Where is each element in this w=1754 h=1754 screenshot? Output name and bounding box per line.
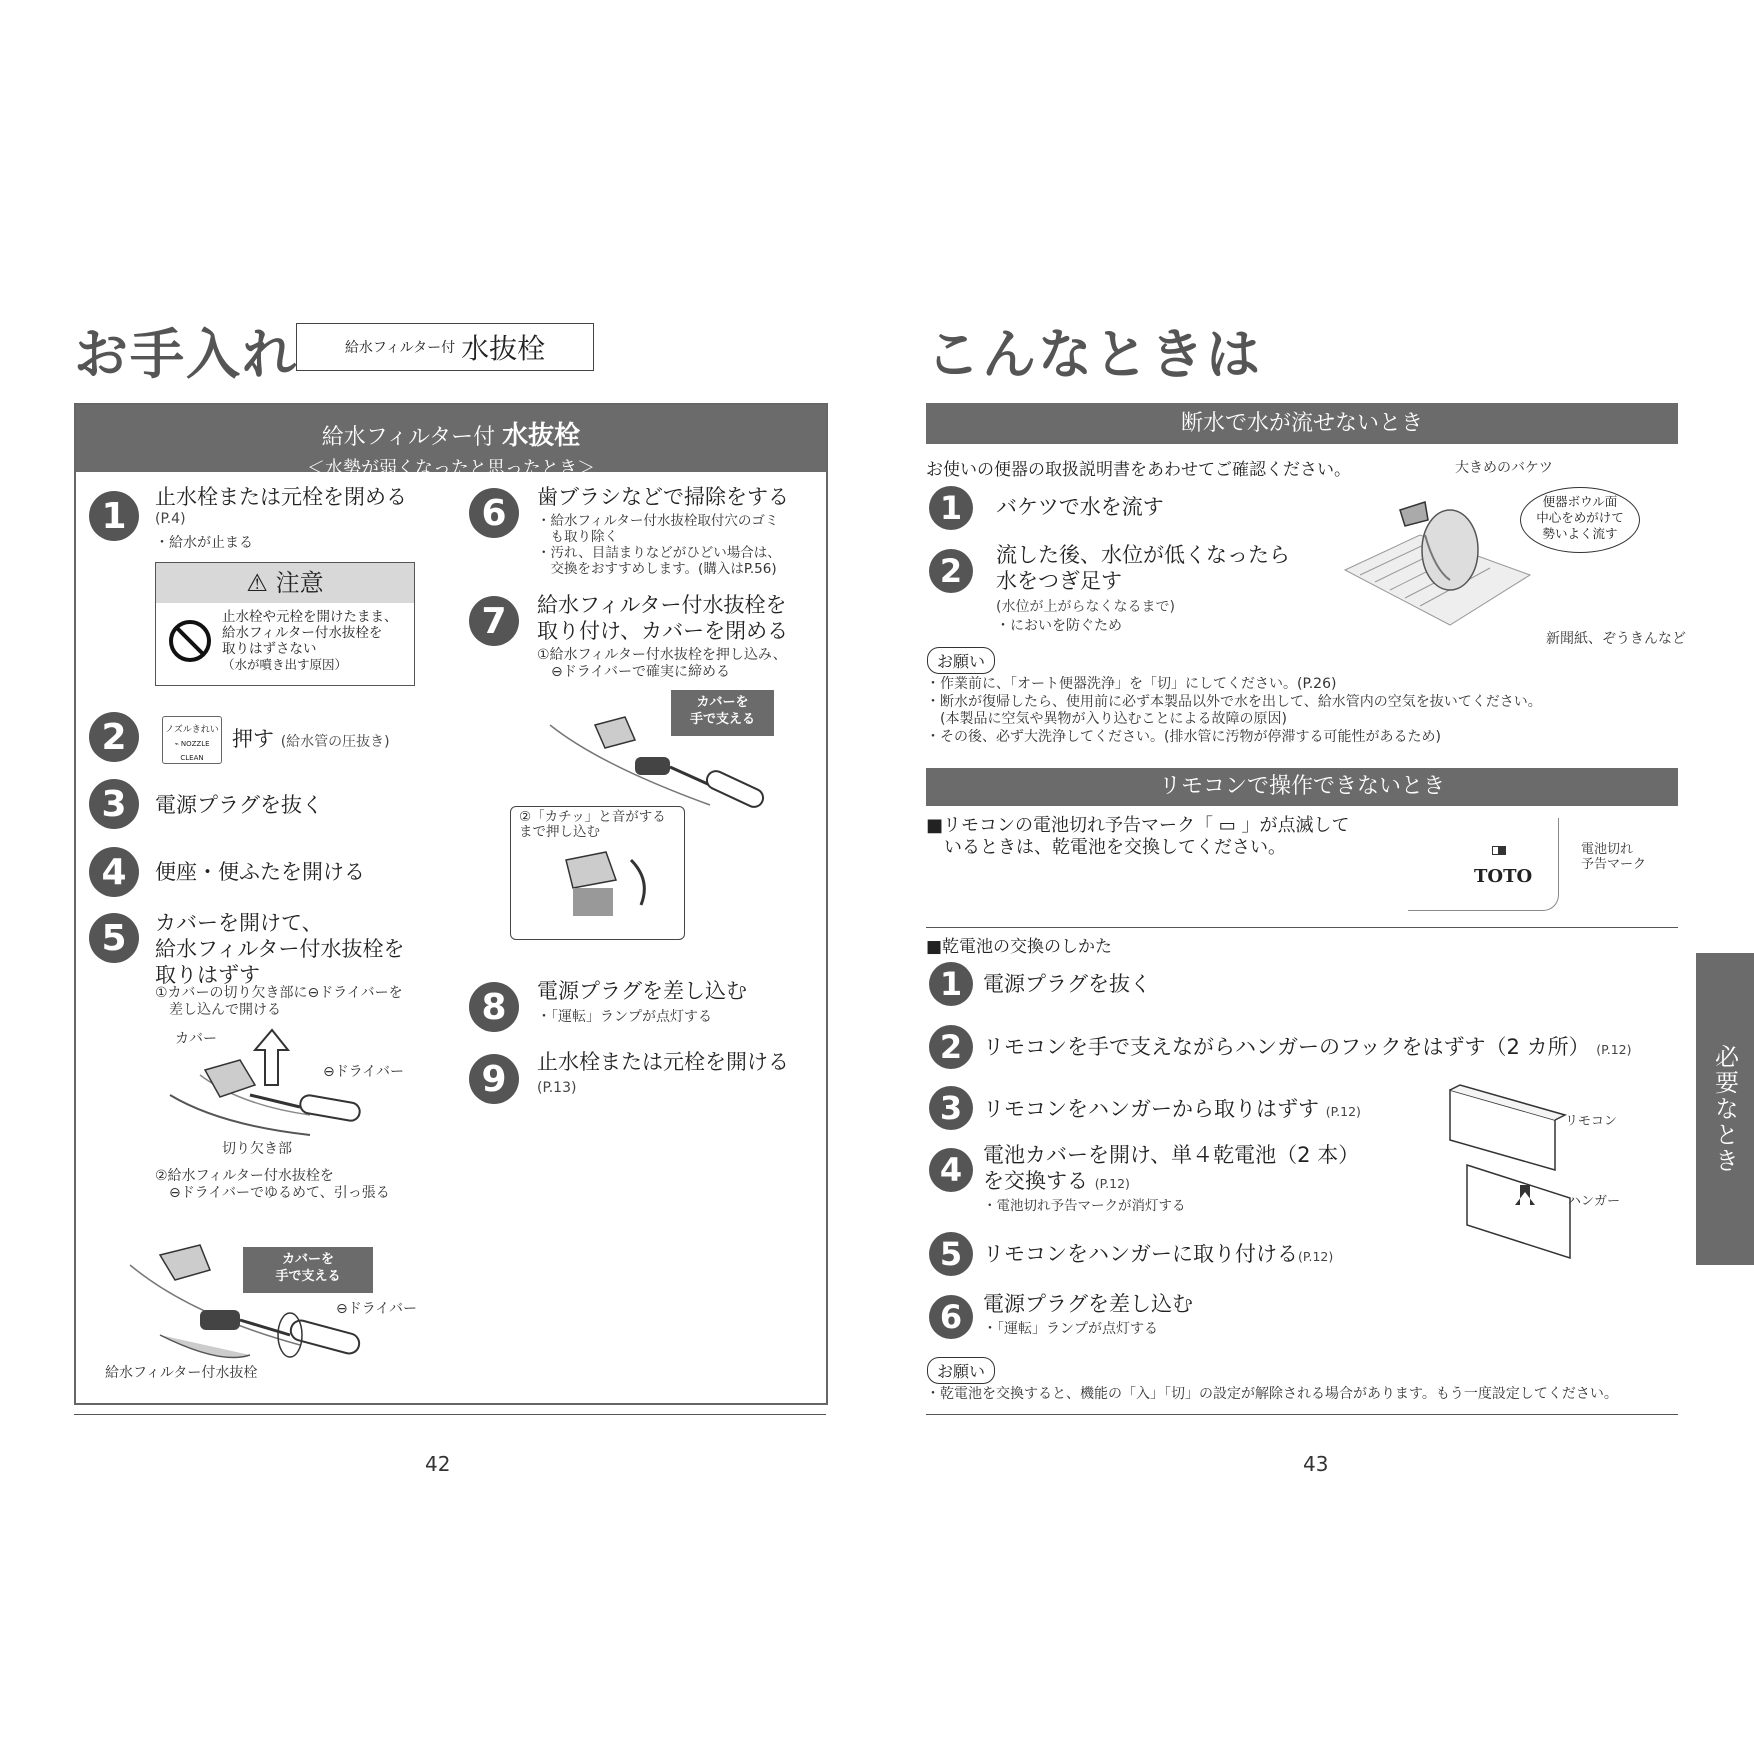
battery-step-6-number: 6 (929, 1295, 973, 1339)
battery-mark-icon (1492, 846, 1506, 855)
nozzle-button-top-text: ノズルきれい (165, 725, 219, 735)
right-page-number: 43 (1303, 1452, 1329, 1476)
request-line-2: ・断水が復帰したら、使用前に必ず本製品以外で水を出して、給水管内の空気を抜いてください。 (926, 693, 1542, 710)
click-line-2: まで押し込む (519, 824, 600, 840)
battery-step-2-title (983, 1034, 1632, 1063)
section-1-step-2-ref: (水位が上がらなくなるまで) (996, 599, 1175, 615)
caution-line-2: 給水フィルター付水抜栓を (222, 625, 383, 641)
section-2-message (926, 815, 1349, 859)
step-6-number: 6 (469, 488, 519, 538)
battery-step-4-note: ・電池切れ予告マークが消灯する (983, 1198, 1186, 1214)
step-6-note-3: ・汚れ、目詰まりなどがひどい場合は、 (537, 545, 781, 561)
caution-line-1: 止水栓や元栓を開けたまま、 (222, 609, 398, 625)
section-1-request-notes (926, 676, 1542, 746)
step-9-number: 9 (469, 1054, 519, 1104)
battery-step-5-number: 5 (929, 1232, 973, 1276)
click-detail-illustration (511, 840, 681, 930)
step-2-title (232, 726, 390, 755)
step-3-title: 電源プラグを抜く (155, 793, 323, 817)
nozzle-button-bottom-text: ⌁ NOZZLE CLEAN (174, 740, 210, 762)
section-1-step-1-title: バケツで水を流す (996, 495, 1164, 519)
callout-support-cover-1 (671, 690, 774, 736)
step-5-sub2 (155, 1168, 390, 1202)
click-line-1: ②「カチッ」と音がする (519, 809, 666, 825)
step-9-ref: (P.13) (537, 1080, 577, 1096)
step-5-sub2-line-2: ⊖ドライバーでゆるめて、引っ張る (155, 1185, 390, 1201)
battery-step-2-number: 2 (929, 1025, 973, 1069)
label-notch: 切り欠き部 (222, 1141, 292, 1157)
nozzle-clean-button (162, 716, 222, 764)
step-7-title-line-2: 取り付け、カバーを閉める (537, 619, 789, 643)
instruction-bubble (1520, 487, 1640, 553)
bubble-line-2: 中心をめがけて (1536, 510, 1624, 525)
step-4-number: 4 (89, 847, 139, 897)
callout-support-cover-2 (243, 1247, 373, 1293)
callout-1-line-1: カバーを (696, 695, 749, 710)
remote-corner-illustration (1408, 818, 1559, 911)
step-1-title: 止水栓または元栓を閉める (155, 485, 407, 509)
step-4-title: 便座・便ふたを開ける (155, 860, 365, 884)
caution-line-3: 取りはずさない (222, 641, 317, 657)
battery-step-3-number: 3 (929, 1086, 973, 1130)
title-box-large-text: 水抜栓 (461, 332, 546, 365)
label-bucket: 大きめのバケツ (1455, 460, 1553, 476)
step-1-ref: (P.4) (155, 511, 186, 527)
step-8-number: 8 (469, 982, 519, 1032)
step-8-note: ・「運転」ランプが点灯する (537, 1009, 712, 1025)
battery-step-5-ref: (P.12) (1298, 1249, 1334, 1264)
battery-step-1-number: 1 (929, 962, 973, 1006)
caution-line-4: （水が噴き出す原因） (222, 657, 348, 672)
bubble-line-1: 便器ボウル面 (1542, 494, 1618, 509)
section-1-step-2-circle: 2 (929, 549, 973, 593)
left-bottom-rule (74, 1414, 826, 1415)
step-5-number: 5 (89, 913, 139, 963)
step-7-title (537, 592, 788, 644)
section-2-msg-line-1: ■リモコンの電池切れ予告マーク「 ▭ 」が点滅して (926, 815, 1350, 836)
battery-step-2-title-text: リモコンを手で支えながらハンガーのフックをはずす（2 カ所） (983, 1035, 1590, 1059)
prohibited-icon (166, 617, 214, 665)
callout-2-line-1: カバーを (281, 1252, 334, 1267)
step-2-number: 2 (89, 712, 139, 762)
title-box-small-text: 給水フィルター付 (344, 340, 456, 356)
left-title-box (296, 323, 594, 371)
step-8-title: 電源プラグを差し込む (537, 979, 747, 1003)
step-6-notes (537, 513, 781, 577)
section-1-step-2-line-2: 水をつぎ足す (996, 569, 1122, 593)
battery-step-1-title: 電源プラグを抜く (983, 972, 1151, 996)
band-large-text: 水抜栓 (502, 421, 581, 451)
label-driver-2: ⊖ドライバー (336, 1301, 418, 1317)
side-index-tab: 必要なとき (1696, 953, 1754, 1265)
battery-change-heading: ■乾電池の交換のしかた (926, 937, 1113, 957)
brand-logo: TOTO (1474, 866, 1533, 887)
battery-step-4-number: 4 (929, 1148, 973, 1192)
click-detail-box (510, 806, 685, 940)
remote-hanger-illustration (1445, 1080, 1575, 1265)
battery-step-6-title: 電源プラグを差し込む (983, 1292, 1193, 1316)
band-subtitle: ＜水勢が弱くなったと思ったとき＞ (307, 458, 595, 479)
step-5-sub1 (155, 985, 403, 1019)
step-9-title: 止水栓または元栓を開ける (537, 1050, 789, 1074)
step-6-title: 歯ブラシなどで掃除をする (537, 485, 789, 509)
battery-step-3-title-text: リモコンをハンガーから取りはずす (983, 1097, 1319, 1121)
callout-2-line-2: 手で支える (275, 1269, 341, 1284)
label-mark-line-1: 電池切れ (1581, 842, 1634, 857)
left-page-number: 42 (425, 1452, 451, 1476)
step-7-note-2: ⊖ドライバーで確実に締める (537, 664, 731, 680)
label-mark-line-2: 予告マーク (1581, 857, 1647, 872)
step-7-number: 7 (469, 596, 519, 646)
battery-step-4-line-1: 電池カバーを開け、単４乾電池（2 本） (983, 1143, 1360, 1167)
label-hanger: ハンガー (1568, 1194, 1621, 1209)
step-5-title-line-2: 給水フィルター付水抜栓を (155, 937, 405, 961)
section-2-request-note: ・乾電池を交換すると、機能の「入」「切」の設定が解除される場合があります。もう一度設定してください。 (926, 1386, 1618, 1402)
callout-1-line-2: 手で支える (689, 712, 755, 727)
right-bottom-rule (926, 1414, 1678, 1415)
battery-step-5-title-text: リモコンをハンガーに取り付ける (983, 1242, 1298, 1266)
section-1-step-2-line-1: 流した後、水位が低くなったら (996, 543, 1290, 567)
section-1-intro: お使いの便器の取扱説明書をあわせてご確認ください。 (926, 460, 1351, 480)
section-1-band: 断水で水が流せないとき (926, 403, 1678, 444)
bubble-line-3: 勢いよく流す (1542, 526, 1618, 541)
step-2-sub: (給水管の圧抜き) (280, 734, 390, 750)
step-6-note-1: ・給水フィルター付水抜栓取付穴のゴミ (537, 513, 779, 529)
label-driver-1: ⊖ドライバー (323, 1064, 405, 1080)
step-3-number: 3 (89, 779, 139, 829)
battery-step-4-title (983, 1142, 1359, 1197)
step-7-note-1: ①給水フィルター付水抜栓を押し込み、 (537, 647, 787, 663)
step-2-title-text: 押す (232, 727, 274, 751)
left-section-band (76, 405, 826, 479)
step-5-title (155, 910, 404, 988)
warning-icon: ⚠ (246, 569, 268, 597)
step-1-note: ・給水が止まる (155, 535, 253, 551)
step-6-note-2: も取り除く (537, 529, 618, 545)
caution-head-text: 注意 (275, 569, 324, 597)
step-1-number: 1 (89, 491, 139, 541)
battery-step-3-ref: (P.12) (1325, 1104, 1361, 1119)
battery-step-5-title (983, 1241, 1333, 1270)
step-6-note-4: 交換をおすすめします。(購入はP.56) (537, 561, 777, 577)
step-5-title-line-3: 取りはずす (155, 963, 260, 987)
section-1-step-2-note: ・においを防ぐため (996, 618, 1122, 634)
bucket-pour-illustration (1340, 480, 1540, 640)
label-paper: 新聞紙、ぞうきんなど (1546, 631, 1686, 647)
left-page-title: お手入れ (74, 323, 298, 386)
request-line-1: ・作業前に、「オート便器洗浄」を「切」にしてください。(P.26) (926, 676, 1337, 692)
battery-step-3-title (983, 1096, 1361, 1125)
request-line-3: (本製品に空気や異物が入り込むことによる故障の原因) (926, 711, 1287, 727)
section-1-step-2-title (996, 542, 1290, 594)
caution-box (155, 562, 415, 686)
section-2-request-badge: お願い (927, 1357, 995, 1384)
battery-step-4-line-2: を交換する (983, 1169, 1088, 1193)
right-page-title: こんなときは (926, 323, 1262, 386)
battery-step-4-ref: (P.12) (1094, 1176, 1130, 1191)
section-1-request-badge: お願い (927, 647, 995, 674)
band-small-text: 給水フィルター付 (321, 425, 496, 450)
step-5-title-line-1: カバーを開けて、 (155, 911, 323, 935)
label-battery-mark (1581, 842, 1646, 872)
step-5-sub1-line-2: 差し込んで開ける (155, 1002, 281, 1018)
request-line-4: ・その後、必ず大洗浄してください。(排水管に汚物が停滞する可能性があるため) (926, 728, 1441, 745)
caution-header (156, 563, 414, 603)
label-remote: リモコン (1565, 1114, 1618, 1129)
battery-step-6-note: ・「運転」ランプが点灯する (983, 1321, 1158, 1337)
step-7-title-line-1: 給水フィルター付水抜栓を (537, 593, 787, 617)
label-cover: カバー (175, 1031, 217, 1047)
section-2-divider (926, 927, 1678, 928)
step-7-notes (537, 647, 787, 681)
section-2-band: リモコンで操作できないとき (926, 768, 1678, 806)
step-5-sub1-line-1: ①カバーの切り欠き部に⊖ドライバーを (155, 985, 403, 1001)
section-2-msg-line-2: いるときは、乾電池を交換してください。 (926, 837, 1286, 858)
step-5-sub2-line-1: ②給水フィルター付水抜栓を (155, 1168, 334, 1184)
section-1-step-1-circle: 1 (929, 486, 973, 530)
label-faucet: 給水フィルター付水抜栓 (105, 1365, 258, 1381)
battery-step-2-ref: (P.12) (1596, 1042, 1632, 1057)
